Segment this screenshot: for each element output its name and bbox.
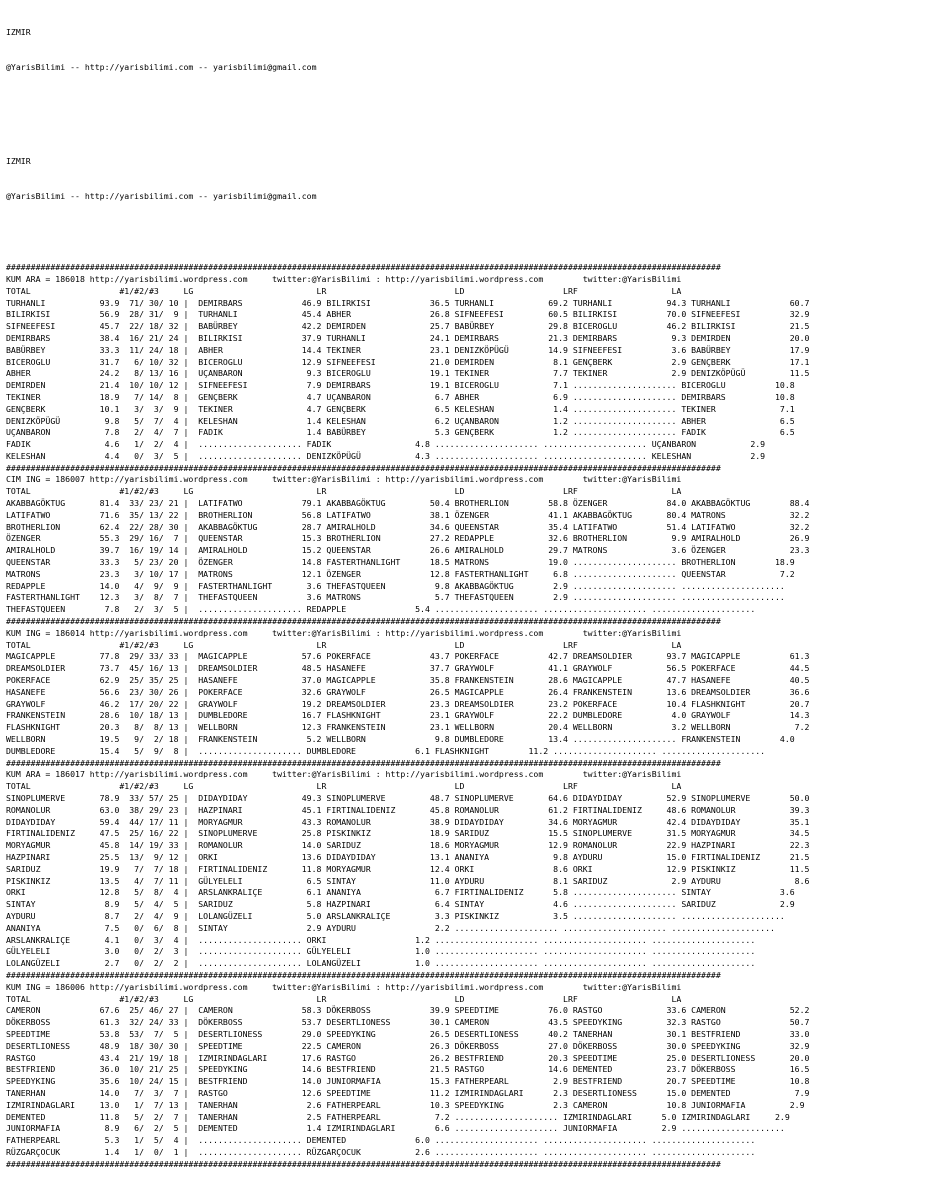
separator-line: ################################################################################################################################################# <box>6 1158 721 1169</box>
table-row: FRANKENSTEIN 28.6 10/ 18/ 13 | DUMBLEDORE 16.7 FLASHKNIGHT 23.1 GRAYWOLF 22.2 DUMBLEDORE 4.0 GRAYWOLF 14.3 <box>6 710 810 721</box>
table-row: AMIRALHOLD 39.7 16/ 19/ 14 | AMIRALHOLD 15.2 QUEENSTAR 26.6 AMIRALHOLD 29.7 MATRONS 3.6 ÖZENGER 23.3 <box>6 545 810 556</box>
race-blocks <box>6 262 931 1170</box>
table-row: REDAPPLE 14.0 4/ 9/ 9 | FASTERTHANLIGHT 3.6 THEFASTQUEEN 9.8 AKABBAGÖKTUG 2.9 ..................... ..................... <box>6 580 785 591</box>
table-row: MAGICAPPLE 77.8 29/ 33/ 33 | MAGICAPPLE 57.6 POKERFACE 43.7 POKERFACE 42.7 DREAMSOLDIER 93.7 MAGICAPPLE 61.3 <box>6 651 810 662</box>
table-row: FIRTINALIDENIZ 47.5 25/ 16/ 22 | SINOPLUMERVE 25.8 PISKINKIZ 18.9 SARIDUZ 15.5 SINOPLUMERVE 31.5 MORYAGMUR 34.5 <box>6 828 810 839</box>
race-title-line: KUM ING = 186006 http://yarisbilimi.wordpress.com twitter:@YarisBilimi : http://yarisbilimi.wordpress.com twitter:@YarisBilimi <box>6 981 682 992</box>
table-row: HAZPINARI 25.5 13/ 9/ 12 | ORKI 13.6 DIDAYDIDAY 13.1 ANANIYA 9.8 AYDURU 15.0 FIRTINALIDENIZ 21.5 <box>6 851 810 862</box>
table-row: BILIRKISI 56.9 28/ 31/ 9 | TURHANLI 45.4 ABHER 26.8 SIFNEEFESI 60.5 BILIRKISI 70.0 SIFNEEFESI 32.9 <box>6 309 810 320</box>
table-row: FASTERTHANLIGHT 12.3 3/ 8/ 7 | THEFASTQUEEN 3.6 MATRONS 5.7 THEFASTQUEEN 2.9 ..................... ..................... <box>6 592 785 603</box>
separator-line: ################################################################################################################################################# <box>6 616 721 627</box>
table-row: DUMBLEDORE 15.4 5/ 9/ 8 | ..................... DUMBLEDORE 6.1 FLASHKNIGHT 11.2 ..................... ..................... <box>6 745 766 756</box>
column-header-line: TOTAL #1/#2/#3 LG LR LD LRF LA <box>6 639 682 650</box>
table-row: SIFNEEFESI 45.7 22/ 18/ 32 | BABÜRBEY 42.2 DEMIRDEN 25.7 BABÜRBEY 29.8 BICEROGLU 46.2 BILIRKISI 21.5 <box>6 321 810 332</box>
table-row: GÜLYELELI 3.0 0/ 2/ 3 | ..................... GÜLYELELI 1.0 ..................... ..................... ..................... <box>6 946 756 957</box>
separator-line: ################################################################################################################################################# <box>6 262 721 273</box>
table-row: SPEEDTIME 53.8 53/ 7/ 5 | DESERTLIONESS 29.0 SPEEDYKING 26.5 DESERTLIONESS 40.2 TANERHAN 30.1 BESTFRIEND 33.0 <box>6 1028 810 1039</box>
table-row: SINOPLUMERVE 78.9 33/ 57/ 25 | DIDAYDIDAY 49.3 SINOPLUMERVE 48.7 SINOPLUMERVE 64.6 DIDAYDIDAY 52.9 SINOPLUMERVE 50.0 <box>6 793 810 803</box>
table-row: GENÇBERK 10.1 3/ 3/ 9 | TEKINER 4.7 GENÇBERK 6.5 KELESHAN 1.4 ..................... TEKINER 7.1 <box>6 403 795 414</box>
table-row: ARSLANKRALIÇE 4.1 0/ 3/ 4 | ..................... ORKI 1.2 ..................... ..................... ..................... <box>6 934 756 945</box>
table-row: ÖZENGER 55.3 29/ 16/ 7 | QUEENSTAR 15.3 BROTHERLION 27.2 REDAPPLE 32.6 BROTHERLION 9.9 AMIRALHOLD 26.9 <box>6 533 810 544</box>
table-row: IZMIRINDAGLARI 13.0 1/ 7/ 13 | TANERHAN 2.6 FATHERPEARL 10.3 SPEEDYKING 2.3 CAMERON 10.8 JUNIORMAFIA 2.9 <box>6 1099 805 1110</box>
column-header-line: TOTAL #1/#2/#3 LG LR LD LRF LA <box>6 993 682 1004</box>
table-row: RÜZGARÇOCUK 1.4 1/ 0/ 1 | ..................... RÜZGARÇOCUK 2.6 ..................... ..................... ..................... <box>6 1146 756 1157</box>
column-header-line: TOTAL #1/#2/#3 LG LR LD LRF LA <box>6 285 682 296</box>
table-row: HASANEFE 56.6 23/ 30/ 26 | POKERFACE 32.6 GRAYWOLF 26.5 MAGICAPPLE 26.4 FRANKENSTEIN 13.6 DREAMSOLDIER 36.6 <box>6 686 810 697</box>
table-row: AYDURU 8.7 2/ 4/ 9 | LOLANGÜZELI 5.0 ARSLANKRALIÇE 3.3 PISKINKIZ 3.5 ..................... ..................... <box>6 910 785 921</box>
table-row: TEKINER 18.9 7/ 14/ 8 | GENÇBERK 4.7 UÇANBARON 6.7 ABHER 6.9 ..................... DEMIRBARS 10.8 <box>6 391 795 402</box>
table-row: LATIFATWO 71.6 35/ 13/ 22 | BROTHERLION 56.8 LATIFATWO 38.1 ÖZENGER 41.1 AKABBAGÖKTUG 80.4 MATRONS 32.2 <box>6 509 810 520</box>
table-row: QUEENSTAR 33.3 5/ 23/ 20 | ÖZENGER 14.8 FASTERTHANLIGHT 18.5 MATRONS 19.0 ..................... BROTHERLION 18.9 <box>6 557 795 568</box>
table-row: DESERTLIONESS 48.9 18/ 30/ 30 | SPEEDTIME 22.5 CAMERON 26.3 DÖKERBOSS 27.0 DÖKERBOSS 30.0 SPEEDYKING 32.9 <box>6 1040 810 1051</box>
table-row: FLASHKNIGHT 20.3 8/ 8/ 13 | WELLBORN 12.3 FRANKENSTEIN 23.1 WELLBORN 20.4 WELLBORN 3.2 WELLBORN 7.2 <box>6 722 810 733</box>
table-row: ANANIYA 7.5 0/ 6/ 8 | SINTAY 2.9 AYDURU 2.2 ..................... ..................... ..................... <box>6 922 775 933</box>
table-row: SPEEDYKING 35.6 10/ 24/ 15 | BESTFRIEND 14.0 JUNIORMAFIA 15.3 FATHERPEARL 2.9 BESTFRIEND 20.7 SPEEDTIME 10.8 <box>6 1076 810 1087</box>
table-row: JUNIORMAFIA 8.9 6/ 2/ 5 | DEMENTED 1.4 IZMIRINDAGLARI 6.6 ..................... JUNIORMAFIA 2.9 ..................... <box>6 1123 785 1134</box>
table-row: MORYAGMUR 45.8 14/ 19/ 33 | ROMANOLUR 14.0 SARIDUZ 18.6 MORYAGMUR 12.9 ROMANOLUR 22.9 HAZPINARI 22.3 <box>6 840 810 851</box>
race-title-line: KUM ING = 186014 http://yarisbilimi.wordpress.com twitter:@YarisBilimi : http://yarisbilimi.wordpress.com twitter:@YarisBilimi <box>6 627 682 638</box>
header-title-2: IZMIR <box>6 155 31 166</box>
table-row: ABHER 24.2 8/ 13/ 16 | UÇANBARON 9.3 BICEROGLU 19.1 TEKINER 7.7 TEKINER 2.9 DENIZKÖPÜGÜ 11.5 <box>6 368 810 379</box>
race-title-line: KUM ARA = 186017 http://yarisbilimi.wordpress.com twitter:@YarisBilimi : http://yarisbilimi.wordpress.com twitter:@YarisBilimi <box>6 769 682 780</box>
table-row: AKABBAGÖKTUG 81.4 33/ 23/ 21 | LATIFATWO 79.1 AKABBAGÖKTUG 50.4 BROTHERLION 58.8 ÖZENGER 84.0 AKABBAGÖKTUG 88.4 <box>6 498 810 509</box>
table-row: SINTAY 8.9 5/ 4/ 5 | SARIDUZ 5.8 HAZPINARI 6.4 SINTAY 4.6 ..................... SARIDUZ 2.9 <box>6 899 795 910</box>
table-row: DÖKERBOSS 61.3 32/ 24/ 33 | DÖKERBOSS 53.7 DESERTLIONESS 30.1 CAMERON 43.5 SPEEDYKING 32.3 RASTGO 50.7 <box>6 1017 810 1028</box>
table-row: BICEROGLU 31.7 6/ 10/ 32 | BICEROGLU 12.9 SIFNEEFESI 21.0 DEMIRDEN 8.1 GENÇBERK 2.9 GENÇBERK 17.1 <box>6 356 810 367</box>
table-row: ORKI 12.8 5/ 8/ 4 | ARSLANKRALIÇE 6.1 ANANIYA 6.7 FIRTINALIDENIZ 5.8 ..................... SINTAY 3.6 <box>6 887 795 898</box>
table-row: BABÜRBEY 33.3 11/ 24/ 18 | ABHER 14.4 TEKINER 23.1 DENIZKÖPÜGÜ 14.9 SIFNEEFESI 3.6 BABÜRBEY 17.9 <box>6 344 810 355</box>
separator-line: ################################################################################################################################################# <box>6 757 721 768</box>
table-row: WELLBORN 19.5 9/ 2/ 18 | FRANKENSTEIN 5.2 WELLBORN 9.8 DUMBLEDORE 13.4 ..................... FRANKENSTEIN 4.0 <box>6 734 795 745</box>
table-row: PISKINKIZ 13.5 4/ 7/ 11 | GÜLYELELI 6.5 SINTAY 11.0 AYDURU 8.1 SARIDUZ 2.9 AYDURU 8.6 <box>6 875 810 886</box>
table-row: DEMENTED 11.8 5/ 2/ 7 | TANERHAN 2.5 FATHERPEARL 7.2 ..................... IZMIRINDAGLARI 5.0 IZMIRINDAGLARI 2.9 <box>6 1111 790 1122</box>
table-row: DENIZKÖPÜGÜ 9.8 5/ 7/ 4 | KELESHAN 1.4 KELESHAN 6.2 UÇANBARON 1.2 ..................... ABHER 6.5 <box>6 415 795 426</box>
table-row: TANERHAN 14.0 7/ 3/ 7 | RASTGO 12.6 SPEEDTIME 11.2 IZMIRINDAGLARI 2.3 DESERTLIONESS 15.0 DEMENTED 7.9 <box>6 1087 810 1098</box>
table-row: DIDAYDIDAY 59.4 44/ 17/ 11 | MORYAGMUR 43.3 ROMANOLUR 38.9 DIDAYDIDAY 34.6 MORYAGMUR 42.4 DIDAYDIDAY 35.1 <box>6 816 810 827</box>
table-row: MATRONS 23.3 3/ 10/ 17 | MATRONS 12.1 ÖZENGER 12.8 FASTERTHANLIGHT 6.8 ..................... QUEENSTAR 7.2 <box>6 568 795 579</box>
race-title-line: CIM ING = 186007 http://yarisbilimi.wordpress.com twitter:@YarisBilimi : http://yarisbilimi.wordpress.com twitter:@YarisBilimi <box>6 474 682 485</box>
table-row: DEMIRBARS 38.4 16/ 21/ 24 | BILIRKISI 37.9 TURHANLI 24.1 DEMIRBARS 21.3 DEMIRBARS 9.3 DEMIRDEN 20.0 <box>6 332 810 343</box>
table-row: UÇANBARON 7.8 2/ 4/ 7 | FADIK 1.4 BABÜRBEY 5.3 GENÇBERK 1.2 ..................... FADIK 6.5 <box>6 427 795 438</box>
header-credit-2: @YarisBilimi -- http://yarisbilimi.com -- yarisbilimi@gmail.com <box>6 191 317 202</box>
table-row: ROMANOLUR 63.0 38/ 29/ 23 | HAZPINARI 45.1 FIRTINALIDENIZ 45.8 ROMANOLUR 61.2 FIRTINALIDENIZ 48.6 ROMANOLUR 39.3 <box>6 804 810 815</box>
table-row: DEMIRDEN 21.4 10/ 10/ 12 | SIFNEEFESI 7.9 DEMIRBARS 19.1 BICEROGLU 7.1 ..................... BICEROGLU 10.8 <box>6 380 795 391</box>
table-row: LOLANGÜZELI 2.7 0/ 2/ 2 | ..................... LOLANGÜZELI 1.0 ..................... ..................... ..................... <box>6 958 756 969</box>
separator-line: ################################################################################################################################################# <box>6 969 721 980</box>
table-row: SARIDUZ 19.9 7/ 7/ 18 | FIRTINALIDENIZ 11.8 MORYAGMUR 12.4 ORKI 8.6 ORKI 12.9 PISKINKIZ 11.5 <box>6 863 810 874</box>
table-row: THEFASTQUEEN 7.8 2/ 3/ 5 | ..................... REDAPPLE 5.4 ..................... ..................... ..................... <box>6 604 756 615</box>
column-header-line: TOTAL #1/#2/#3 LG LR LD LRF LA <box>6 486 682 497</box>
header-title-1: IZMIR <box>6 26 31 37</box>
table-row: FADIK 4.6 1/ 2/ 4 | ..................... FADIK 4.8 ..................... ..................... UÇANBARON 2.9 <box>6 439 766 450</box>
table-row: CAMERON 67.6 25/ 46/ 27 | CAMERON 58.3 DÖKERBOSS 39.9 SPEEDTIME 76.0 RASTGO 33.6 CAMERON 52.2 <box>6 1005 810 1016</box>
table-row: GRAYWOLF 46.2 17/ 20/ 22 | GRAYWOLF 19.2 DREAMSOLDIER 23.3 DREAMSOLDIER 23.2 POKERFACE 10.4 FLASHKNIGHT 20.7 <box>6 698 810 709</box>
race-title-line: KUM ARA = 186018 http://yarisbilimi.wordpress.com twitter:@YarisBilimi : http://yarisbilimi.wordpress.com twitter:@YarisBilimi <box>6 273 682 284</box>
table-row: POKERFACE 62.9 25/ 35/ 25 | HASANEFE 37.0 MAGICAPPLE 35.8 FRANKENSTEIN 28.6 MAGICAPPLE 47.7 HASANEFE 40.5 <box>6 675 810 686</box>
separator-line: ################################################################################################################################################# <box>6 462 721 473</box>
table-row: BESTFRIEND 36.0 10/ 21/ 25 | SPEEDYKING 14.6 BESTFRIEND 21.5 RASTGO 14.6 DEMENTED 23.7 DÖKERBOSS 16.5 <box>6 1064 810 1075</box>
table-row: RASTGO 43.4 21/ 19/ 18 | IZMIRINDAGLARI 17.6 RASTGO 26.2 BESTFRIEND 20.3 SPEEDTIME 25.0 DESERTLIONESS 20.0 <box>6 1052 810 1063</box>
table-row: BROTHERLION 62.4 22/ 28/ 30 | AKABBAGÖKTUG 28.7 AMIRALHOLD 34.6 QUEENSTAR 35.4 LATIFATWO 51.4 LATIFATWO 32.2 <box>6 521 810 532</box>
spacer <box>6 97 931 132</box>
table-row: FATHERPEARL 5.3 1/ 5/ 4 | ..................... DEMENTED 6.0 ..................... ..................... ..................... <box>6 1135 756 1146</box>
blank-line <box>6 227 931 239</box>
header-credit-1: @YarisBilimi -- http://yarisbilimi.com -- yarisbilimi@gmail.com <box>6 61 317 72</box>
table-row: TURHANLI 93.9 71/ 30/ 10 | DEMIRBARS 46.9 BILIRKISI 36.5 TURHANLI 69.2 TURHANLI 94.3 TURHANLI 60.7 <box>6 297 810 308</box>
table-row: KELESHAN 4.4 0/ 3/ 5 | ..................... DENIZKÖPÜGÜ 4.3 ..................... ..................... KELESHAN 2.9 <box>6 450 766 461</box>
table-row: DREAMSOLDIER 73.7 45/ 16/ 13 | DREAMSOLDIER 48.5 HASANEFE 37.7 GRAYWOLF 41.1 GRAYWOLF 56.5 POKERFACE 44.5 <box>6 663 810 674</box>
column-header-line: TOTAL #1/#2/#3 LG LR LD LRF LA <box>6 781 682 792</box>
